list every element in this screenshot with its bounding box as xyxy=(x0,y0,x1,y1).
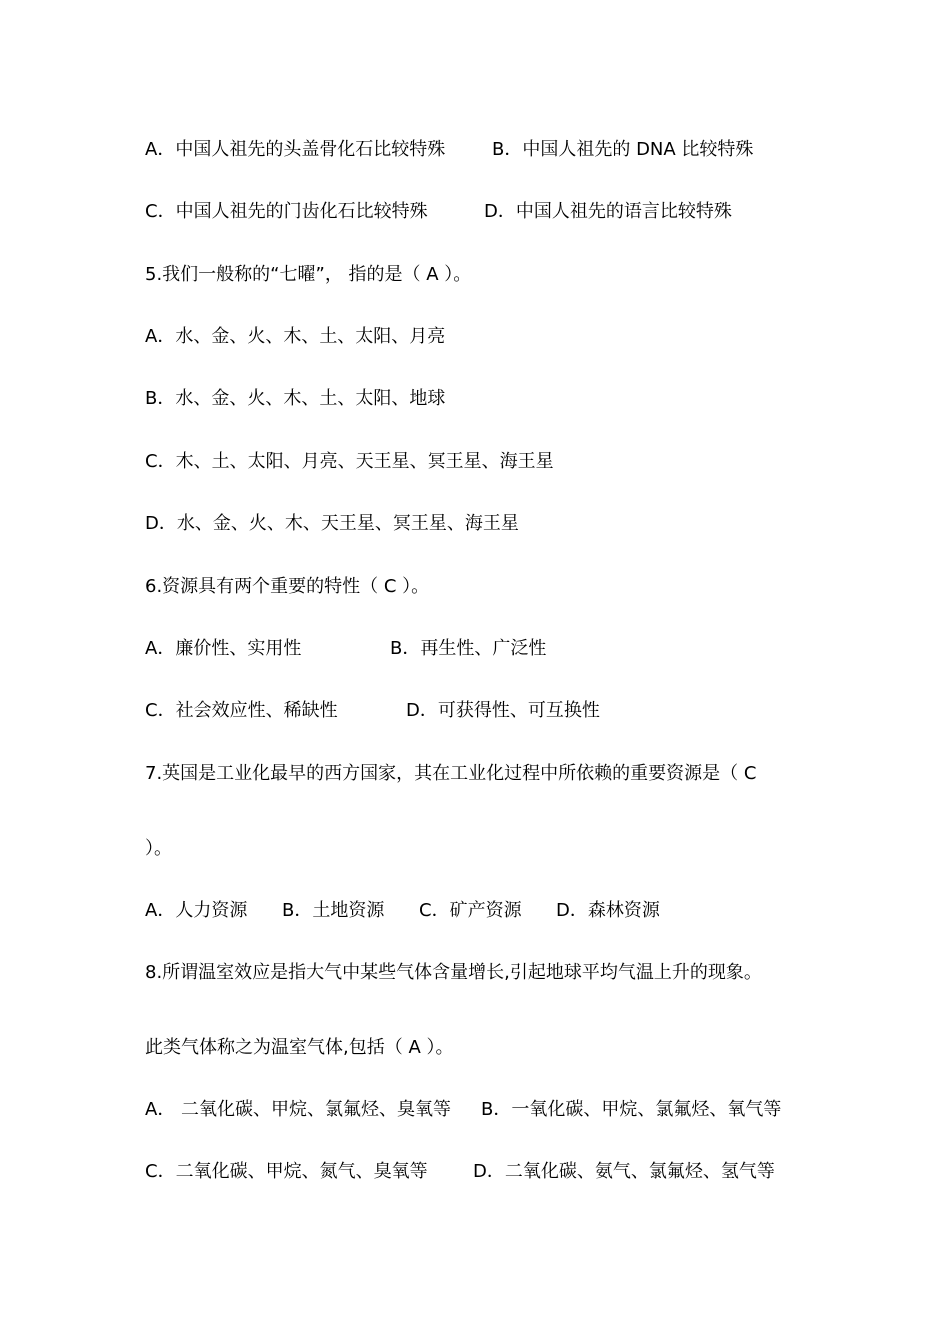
q5-option-c: C．木、土、太阳、月亮、天王星、冥王星、海王星 xyxy=(145,451,554,472)
q7-option-a: A．人力资源 xyxy=(145,900,248,921)
q5-option-b: B．水、金、火、木、土、太阳、地球 xyxy=(145,388,446,409)
q5-option-a: A．水、金、火、木、土、太阳、月亮 xyxy=(145,326,446,347)
q5-option-d: D．水、金、火、木、天王星、冥王星、海王星 xyxy=(145,513,519,534)
q6-option-c: C．社会效应性、稀缺性 xyxy=(145,700,338,721)
q8-option-a: A． 二氧化碳、甲烷、氯氟烃、臭氧等 xyxy=(145,1099,452,1120)
q6-option-d: D．可获得性、可互换性 xyxy=(406,700,600,721)
q4-option-d: D．中国人祖先的语言比较特殊 xyxy=(484,201,732,222)
q7-stem-line-2: ）。 xyxy=(145,838,172,859)
q7-stem-line-1: 7.英国是工业化最早的西方国家，其在工业化过程中所依赖的重要资源是（ C xyxy=(145,763,757,784)
q7-option-d: D．森林资源 xyxy=(556,900,660,921)
q8-option-d: D．二氧化碳、氨气、氯氟烃、氢气等 xyxy=(473,1161,775,1182)
q7-option-b: B．土地资源 xyxy=(282,900,385,921)
q4-option-b: B．中国人祖先的 DNA 比较特殊 xyxy=(492,139,754,160)
q5-stem: 5.我们一般称的“七曜”， 指的是（ A ）。 xyxy=(145,264,472,285)
q8-option-c: C．二氧化碳、甲烷、氮气、臭氧等 xyxy=(145,1161,428,1182)
q7-option-c: C．矿产资源 xyxy=(419,900,522,921)
q4-option-a: A．中国人祖先的头盖骨化石比较特殊 xyxy=(145,139,446,160)
q6-stem: 6.资源具有两个重要的特性（ C ）。 xyxy=(145,576,430,597)
q6-option-a: A．廉价性、实用性 xyxy=(145,638,302,659)
q6-option-b: B．再生性、广泛性 xyxy=(390,638,547,659)
q8-stem-line-2: 此类气体称之为温室气体,包括（ A ）。 xyxy=(145,1037,454,1058)
q8-option-b: B．一氧化碳、甲烷、氯氟烃、氧气等 xyxy=(481,1099,782,1120)
q4-option-c: C．中国人祖先的门齿化石比较特殊 xyxy=(145,201,428,222)
q8-stem-line-1: 8.所谓温室效应是指大气中某些气体含量增长,引起地球平均气温上升的现象。 xyxy=(145,962,762,983)
